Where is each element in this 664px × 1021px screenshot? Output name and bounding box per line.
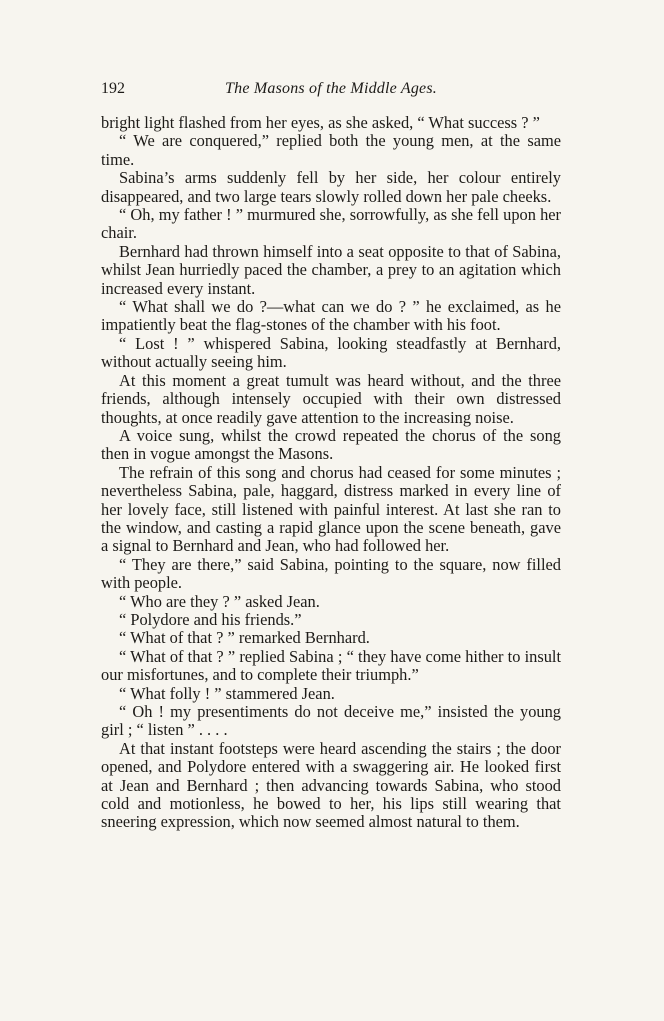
paragraph: A voice sung, whilst the crowd repeated the chorus of the song then in vogue amongst the Masons. — [101, 425, 561, 464]
paragraph: At this moment a great tumult was heard without, and the three friends, although intensely occupied with their own distressed thoughts, at once readily gave attention to the increasing noise. — [101, 370, 561, 427]
paragraph: “ Oh, my father ! ” murmured she, sorrowfully, as she fell upon her chair. — [101, 205, 561, 243]
paragraph: “ What of that ? ” replied Sabina ; “ they have come hither to insult our misfortunes, and to complete their triumph.” — [101, 646, 561, 685]
paragraph: Bernhard had thrown himself into a seat opposite to that of Sabina, whilst Jean hurriedly paced the chamber, a prey to an agitation which increased every instant. — [101, 241, 561, 298]
paragraph: “ What folly ! ” stammered Jean. — [119, 683, 335, 703]
paragraph: “ Lost ! ” whispered Sabina, looking steadfastly at Bernhard, without actually seeing him. — [101, 333, 561, 372]
running-title: The Masons of the Middle Ages. — [225, 80, 437, 97]
paragraph: At that instant footsteps were heard ascending the stairs ; the door opened, and Polydore entered with a swaggering air. He looked first at Jean and Bernhard ; then advancing towards Sabina, who stood cold and motionless, he bowed to her, his lips still wearing that sneering expression, which now seemed almost natural to them. — [101, 738, 561, 832]
paragraph: “ We are conquered,” replied both the young men, at the same time. — [101, 131, 561, 169]
page-header — [101, 80, 561, 102]
page-number: 192 — [101, 80, 125, 97]
paragraph: The refrain of this song and chorus had ceased for some minutes ; nevertheless Sabina, pale, haggard, distress marked in every line of her lovely face, still listened with painful interest. At last she ran to the window, and casting a rapid glance upon the scene beneath, gave a signal to Bernhard and Jean, who had followed her. — [101, 462, 561, 556]
paragraph: “ Oh ! my presentiments do not deceive me,” insisted the young girl ; “ listen ” . . . . — [101, 702, 561, 740]
paragraph: “ They are there,” said Sabina, pointing to the square, now filled with people. — [101, 554, 561, 593]
paragraph: “ What shall we do ?—what can we do ? ” he exclaimed, as he impatiently beat the flag-stones of the chamber with his foot. — [101, 297, 561, 335]
body-text — [101, 114, 561, 832]
paragraph: bright light flashed from her eyes, as she asked, “ What success ? ” — [101, 113, 540, 132]
paragraph: “ What of that ? ” remarked Bernhard. — [119, 628, 370, 648]
paragraph: “ Polydore and his friends.” — [119, 609, 302, 629]
paragraph: “ Who are they ? ” asked Jean. — [119, 591, 320, 611]
paragraph: Sabina’s arms suddenly fell by her side, her colour entirely disappeared, and two large tears slowly rolled down her pale cheeks. — [101, 168, 561, 206]
